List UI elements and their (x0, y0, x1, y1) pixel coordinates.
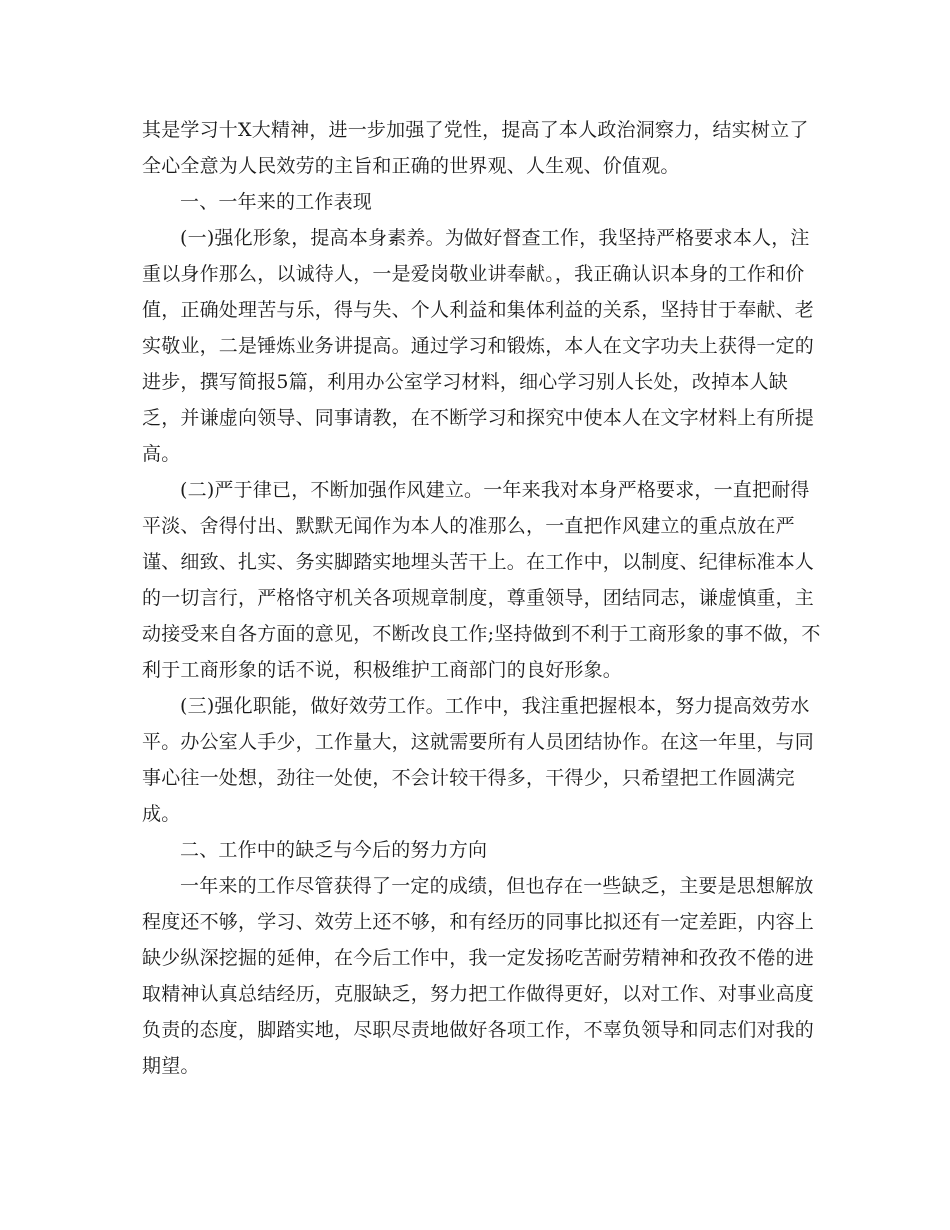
paragraph-line: 高。 (142, 443, 181, 465)
section-heading: 一、一年来的工作表现 (180, 191, 373, 213)
paragraph-line: 缺少纵深挖掘的延伸，在今后工作中，我一定发扬吃苦耐劳精神和孜孜不倦的进 (142, 947, 815, 969)
paragraph-line: 期望。 (142, 1055, 200, 1077)
paragraph-line: 实敬业，二是锤炼业务讲提高。通过学习和锻炼，本人在文字功夫上获得一定的 (142, 335, 815, 357)
paragraph-line: 成。 (142, 803, 181, 825)
paragraph-line: 谨、细致、扎实、务实脚踏实地埋头苦干上。在工作中，以制度、纪律标准本人 (142, 551, 815, 573)
paragraph-line: 利于工商形象的话不说，积极维护工商部门的良好形象。 (142, 659, 623, 681)
paragraph-line: 程度还不够，学习、效劳上还不够，和有经历的同事比拟还有一定差距，内容上 (142, 911, 815, 933)
paragraph-line: 平。办公室人手少，工作量大，这就需要所有人员团结协作。在这一年里，与同 (142, 731, 815, 753)
paragraph-line: 平淡、舍得付出、默默无闻作为本人的准那么，一直把作风建立的重点放在严 (142, 515, 795, 537)
paragraph-line: 值，正确处理苦与乐，得与失、个人利益和集体利益的关系，坚持甘于奉献、老 (142, 299, 815, 321)
paragraph-line: 的一切言行，严格恪守机关各项规章制度，尊重领导，团结同志，谦虚慎重，主 (142, 587, 815, 609)
paragraph-line: 进步，撰写简报5篇，利用办公室学习材料，细心学习别人长处，改掉本人缺 (142, 371, 788, 393)
paragraph-line: 取精神认真总结经历，克服缺乏，努力把工作做得更好，以对工作、对事业高度 (142, 983, 815, 1005)
paragraph-line: 负责的态度，脚踏实地，尽职尽责地做好各项工作，不辜负领导和同志们对我的 (142, 1019, 815, 1041)
section-heading: 二、工作中的缺乏与今后的努力方向 (180, 839, 488, 861)
paragraph-line: 全心全意为人民效劳的主旨和正确的世界观、人生观、价值观。 (142, 155, 680, 177)
paragraph-line: (一)强化形象，提高本身素养。为做好督查工作，我坚持严格要求本人，注 (180, 227, 810, 249)
paragraph-line: 重以身作那么，以诚待人，一是爱岗敬业讲奉献。，我正确认识本身的工作和价 (142, 263, 805, 285)
paragraph-line: 其是学习十X大精神，进一步加强了党性，提高了本人政治洞察力，结实树立了 (142, 119, 809, 141)
paragraph-line: 乏，并谦虚向领导、同事请教，在不断学习和探究中使本人在文字材料上有所提 (142, 407, 815, 429)
paragraph-line: 一年来的工作尽管获得了一定的成绩，但也存在一些缺乏，主要是思想解放 (180, 875, 814, 897)
paragraph-line: 动接受来自各方面的意见，不断改良工作;坚持做到不利于工商形象的事不做，不 (142, 623, 821, 645)
paragraph-line: (二)严于律已，不断加强作风建立。一年来我对本身严格要求，一直把耐得 (180, 479, 810, 501)
paragraph-line: (三)强化职能，做好效劳工作。工作中，我注重把握根本，努力提高效劳水 (180, 695, 810, 717)
paragraph-line: 事心往一处想，劲往一处使，不会计较干得多，干得少，只希望把工作圆满完 (142, 767, 795, 789)
